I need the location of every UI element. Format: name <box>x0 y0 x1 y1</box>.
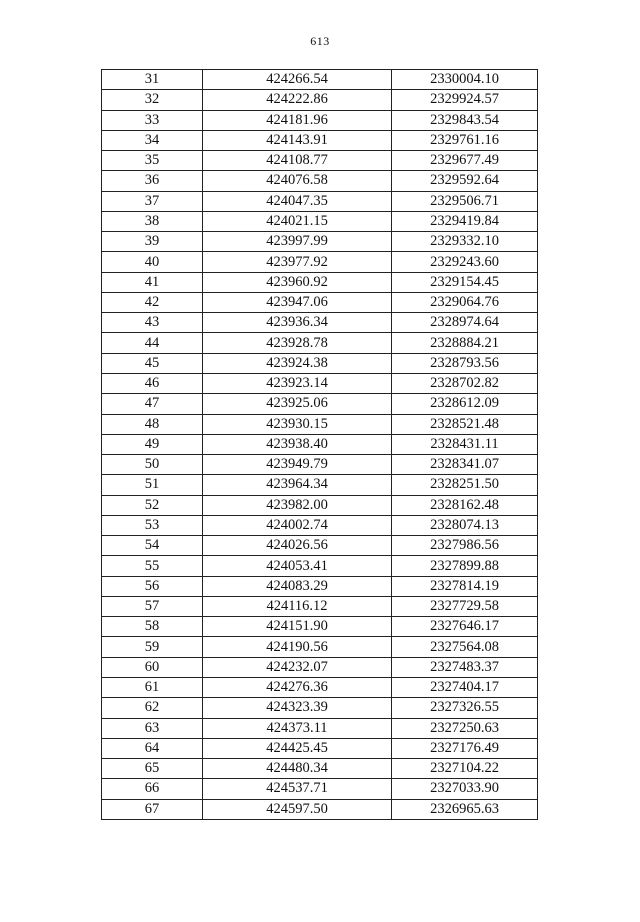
table-row <box>102 759 538 779</box>
table-row <box>102 536 538 556</box>
y-coordinate-cell: 2327176.49 <box>392 738 538 758</box>
x-coordinate-cell: 424537.71 <box>203 779 392 799</box>
point-number-cell: 48 <box>102 414 203 434</box>
y-coordinate-cell: 2329677.49 <box>392 151 538 171</box>
y-coordinate-cell: 2329154.45 <box>392 272 538 292</box>
x-coordinate-cell: 423982.00 <box>203 495 392 515</box>
point-number-cell: 44 <box>102 333 203 353</box>
x-coordinate-cell: 424076.58 <box>203 171 392 191</box>
y-coordinate-cell: 2327250.63 <box>392 718 538 738</box>
point-number-cell: 56 <box>102 576 203 596</box>
table-row <box>102 313 538 333</box>
x-coordinate-cell: 423960.92 <box>203 272 392 292</box>
y-coordinate-cell: 2328431.11 <box>392 434 538 454</box>
point-number-cell: 31 <box>102 70 203 90</box>
y-coordinate-cell: 2329592.64 <box>392 171 538 191</box>
point-number-cell: 63 <box>102 718 203 738</box>
x-coordinate-cell: 423938.40 <box>203 434 392 454</box>
x-coordinate-cell: 424053.41 <box>203 556 392 576</box>
point-number-cell: 41 <box>102 272 203 292</box>
y-coordinate-cell: 2329506.71 <box>392 191 538 211</box>
y-coordinate-cell: 2328162.48 <box>392 495 538 515</box>
point-number-cell: 42 <box>102 292 203 312</box>
table-row <box>102 718 538 738</box>
x-coordinate-cell: 424480.34 <box>203 759 392 779</box>
table-row <box>102 232 538 252</box>
point-number-cell: 60 <box>102 657 203 677</box>
table-row <box>102 394 538 414</box>
x-coordinate-cell: 423928.78 <box>203 333 392 353</box>
x-coordinate-cell: 424266.54 <box>203 70 392 90</box>
point-number-cell: 62 <box>102 698 203 718</box>
table-row <box>102 373 538 393</box>
table-row <box>102 657 538 677</box>
table-row <box>102 353 538 373</box>
point-number-cell: 37 <box>102 191 203 211</box>
point-number-cell: 59 <box>102 637 203 657</box>
point-number-cell: 55 <box>102 556 203 576</box>
x-coordinate-cell: 423930.15 <box>203 414 392 434</box>
table-row <box>102 171 538 191</box>
y-coordinate-cell: 2328341.07 <box>392 455 538 475</box>
table-row <box>102 70 538 90</box>
table-row <box>102 617 538 637</box>
table-row <box>102 252 538 272</box>
table-row <box>102 130 538 150</box>
y-coordinate-cell: 2329924.57 <box>392 90 538 110</box>
table-row <box>102 556 538 576</box>
point-number-cell: 57 <box>102 596 203 616</box>
x-coordinate-cell: 424190.56 <box>203 637 392 657</box>
point-number-cell: 47 <box>102 394 203 414</box>
table-row <box>102 495 538 515</box>
y-coordinate-cell: 2326965.63 <box>392 799 538 819</box>
y-coordinate-cell: 2328974.64 <box>392 313 538 333</box>
y-coordinate-cell: 2330004.10 <box>392 70 538 90</box>
table-row <box>102 110 538 130</box>
table-row <box>102 414 538 434</box>
point-number-cell: 36 <box>102 171 203 191</box>
point-number-cell: 58 <box>102 617 203 637</box>
point-number-cell: 61 <box>102 677 203 697</box>
page-number: 613 <box>310 34 330 48</box>
point-number-cell: 43 <box>102 313 203 333</box>
point-number-cell: 32 <box>102 90 203 110</box>
x-coordinate-cell: 424373.11 <box>203 718 392 738</box>
point-number-cell: 34 <box>102 130 203 150</box>
y-coordinate-cell: 2329064.76 <box>392 292 538 312</box>
y-coordinate-cell: 2328612.09 <box>392 394 538 414</box>
y-coordinate-cell: 2329843.54 <box>392 110 538 130</box>
table-row <box>102 779 538 799</box>
y-coordinate-cell: 2327646.17 <box>392 617 538 637</box>
y-coordinate-cell: 2329243.60 <box>392 252 538 272</box>
y-coordinate-cell: 2327814.19 <box>392 576 538 596</box>
x-coordinate-cell: 424425.45 <box>203 738 392 758</box>
x-coordinate-cell: 423924.38 <box>203 353 392 373</box>
y-coordinate-cell: 2327483.37 <box>392 657 538 677</box>
x-coordinate-cell: 424597.50 <box>203 799 392 819</box>
table-row <box>102 191 538 211</box>
point-number-cell: 52 <box>102 495 203 515</box>
point-number-cell: 40 <box>102 252 203 272</box>
y-coordinate-cell: 2327564.08 <box>392 637 538 657</box>
point-number-cell: 66 <box>102 779 203 799</box>
y-coordinate-cell: 2328884.21 <box>392 333 538 353</box>
x-coordinate-cell: 423947.06 <box>203 292 392 312</box>
x-coordinate-cell: 424083.29 <box>203 576 392 596</box>
point-number-cell: 46 <box>102 373 203 393</box>
point-number-cell: 53 <box>102 515 203 535</box>
point-number-cell: 38 <box>102 211 203 231</box>
point-number-cell: 50 <box>102 455 203 475</box>
y-coordinate-cell: 2327899.88 <box>392 556 538 576</box>
table-row <box>102 90 538 110</box>
y-coordinate-cell: 2327986.56 <box>392 536 538 556</box>
table-row <box>102 677 538 697</box>
point-number-cell: 65 <box>102 759 203 779</box>
x-coordinate-cell: 423923.14 <box>203 373 392 393</box>
x-coordinate-cell: 424151.90 <box>203 617 392 637</box>
y-coordinate-cell: 2328702.82 <box>392 373 538 393</box>
point-number-cell: 45 <box>102 353 203 373</box>
x-coordinate-cell: 424026.56 <box>203 536 392 556</box>
y-coordinate-cell: 2327729.58 <box>392 596 538 616</box>
table-row <box>102 596 538 616</box>
y-coordinate-cell: 2328521.48 <box>392 414 538 434</box>
x-coordinate-cell: 423949.79 <box>203 455 392 475</box>
coordinates-table <box>101 69 538 820</box>
point-number-cell: 33 <box>102 110 203 130</box>
y-coordinate-cell: 2329419.84 <box>392 211 538 231</box>
coordinates-table-body <box>102 70 538 820</box>
table-row <box>102 211 538 231</box>
table-row <box>102 434 538 454</box>
x-coordinate-cell: 423936.34 <box>203 313 392 333</box>
x-coordinate-cell: 424021.15 <box>203 211 392 231</box>
y-coordinate-cell: 2327033.90 <box>392 779 538 799</box>
y-coordinate-cell: 2327404.17 <box>392 677 538 697</box>
table-row <box>102 333 538 353</box>
y-coordinate-cell: 2329761.16 <box>392 130 538 150</box>
y-coordinate-cell: 2327104.22 <box>392 759 538 779</box>
table-row <box>102 637 538 657</box>
point-number-cell: 64 <box>102 738 203 758</box>
x-coordinate-cell: 424181.96 <box>203 110 392 130</box>
point-number-cell: 39 <box>102 232 203 252</box>
x-coordinate-cell: 424047.35 <box>203 191 392 211</box>
y-coordinate-cell: 2327326.55 <box>392 698 538 718</box>
x-coordinate-cell: 423964.34 <box>203 475 392 495</box>
x-coordinate-cell: 424276.36 <box>203 677 392 697</box>
x-coordinate-cell: 424232.07 <box>203 657 392 677</box>
y-coordinate-cell: 2328251.50 <box>392 475 538 495</box>
x-coordinate-cell: 424116.12 <box>203 596 392 616</box>
table-row <box>102 272 538 292</box>
table-row <box>102 738 538 758</box>
x-coordinate-cell: 424222.86 <box>203 90 392 110</box>
x-coordinate-cell: 424323.39 <box>203 698 392 718</box>
table-row <box>102 799 538 819</box>
x-coordinate-cell: 424143.91 <box>203 130 392 150</box>
x-coordinate-cell: 423997.99 <box>203 232 392 252</box>
point-number-cell: 49 <box>102 434 203 454</box>
x-coordinate-cell: 424108.77 <box>203 151 392 171</box>
x-coordinate-cell: 423925.06 <box>203 394 392 414</box>
x-coordinate-cell: 423977.92 <box>203 252 392 272</box>
point-number-cell: 67 <box>102 799 203 819</box>
point-number-cell: 54 <box>102 536 203 556</box>
table-row <box>102 151 538 171</box>
table-row <box>102 698 538 718</box>
table-row <box>102 292 538 312</box>
table-row <box>102 576 538 596</box>
y-coordinate-cell: 2329332.10 <box>392 232 538 252</box>
point-number-cell: 51 <box>102 475 203 495</box>
y-coordinate-cell: 2328793.56 <box>392 353 538 373</box>
point-number-cell: 35 <box>102 151 203 171</box>
table-row <box>102 455 538 475</box>
table-row <box>102 515 538 535</box>
y-coordinate-cell: 2328074.13 <box>392 515 538 535</box>
x-coordinate-cell: 424002.74 <box>203 515 392 535</box>
table-row <box>102 475 538 495</box>
